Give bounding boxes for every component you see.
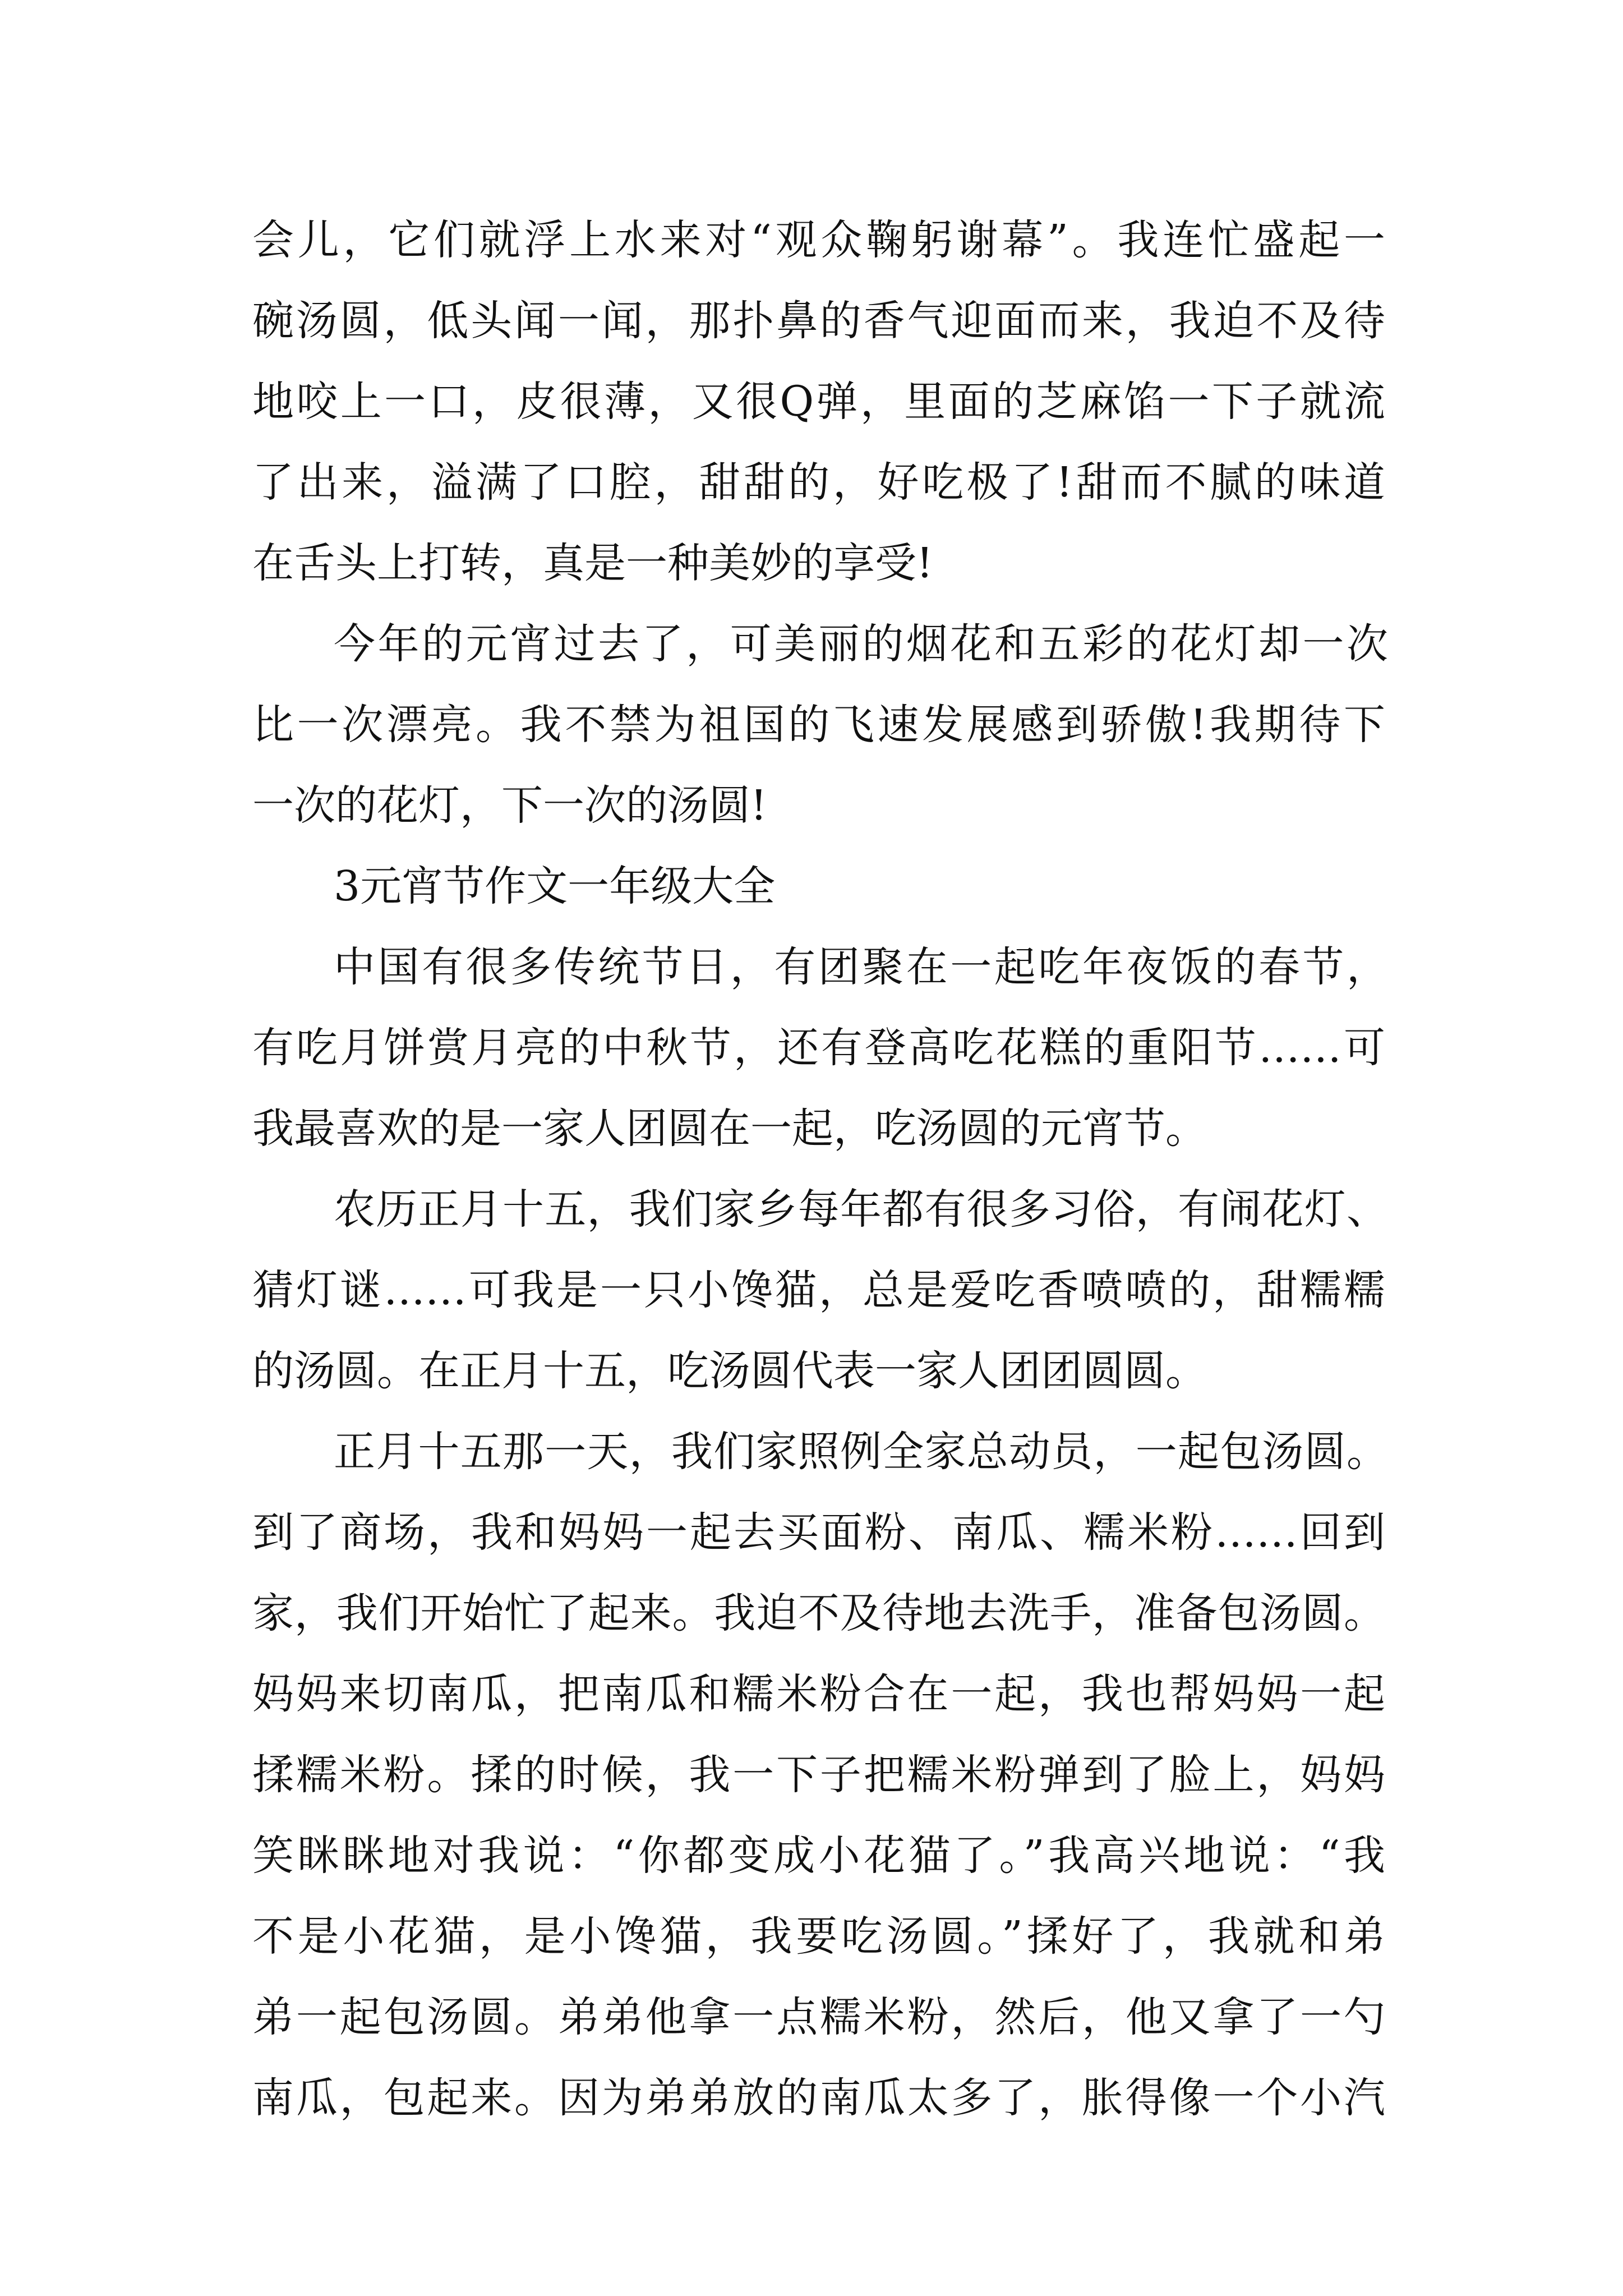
- text-line-12: 我最喜欢的是一家人团圆在一起，吃汤圆的元宵节。: [252, 1105, 1207, 1153]
- text-line-15: 的汤圆。在正月十五，吃汤圆代表一家人团团圆圆。: [252, 1347, 1207, 1395]
- text-line-21: 笑眯眯地对我说：“你都变成小花猫了。”我高兴地说：“我: [252, 1832, 1385, 1880]
- text-line-20: 揉糯米粉。揉的时候，我一下子把糯米粉弹到了脸上，妈妈: [252, 1751, 1385, 1799]
- section-heading: 3元宵节作文一年级大全: [334, 862, 776, 910]
- text-line-14: 猜灯谜……可我是一只小馋猫，总是爱吃香喷喷的，甜糯糯: [252, 1266, 1385, 1314]
- text-line-4: 了出来，溢满了口腔，甜甜的，好吃极了!甜而不腻的味道: [252, 458, 1385, 507]
- text-line-10: 中国有很多传统节日，有团聚在一起吃年夜饭的春节，: [334, 943, 1388, 991]
- text-line-11: 有吃月饼赏月亮的中秋节，还有登高吃花糕的重阳节……可: [252, 1024, 1385, 1072]
- text-line-13: 农历正月十五，我们家乡每年都有很多习俗，有闹花灯、: [334, 1185, 1388, 1234]
- text-line-1: 会儿，它们就浮上水来对“观众鞠躬谢幕”。我连忙盛起一: [252, 216, 1385, 264]
- text-line-5: 在舌头上打转，真是一种美妙的享受!: [252, 539, 933, 587]
- text-line-7: 比一次漂亮。我不禁为祖国的飞速发展感到骄傲!我期待下: [252, 701, 1385, 749]
- text-line-6: 今年的元宵过去了，可美丽的烟花和五彩的花灯却一次: [334, 620, 1388, 668]
- text-line-16: 正月十五那一天，我们家照例全家总动员，一起包汤圆。: [334, 1428, 1388, 1476]
- text-line-2: 碗汤圆，低头闻一闻，那扑鼻的香气迎面而来，我迫不及待: [252, 297, 1385, 345]
- text-line-24: 南瓜，包起来。因为弟弟放的南瓜太多了，胀得像一个小汽: [252, 2074, 1385, 2122]
- text-line-8: 一次的花灯，下一次的汤圆!: [252, 781, 767, 830]
- text-line-23: 弟一起包汤圆。弟弟他拿一点糯米粉，然后，他又拿了一勺: [252, 1993, 1385, 2041]
- text-line-19: 妈妈来切南瓜，把南瓜和糯米粉合在一起，我也帮妈妈一起: [252, 1670, 1385, 1718]
- text-line-22: 不是小花猫，是小馋猫，我要吃汤圆。”揉好了，我就和弟: [252, 1912, 1385, 1961]
- text-line-18: 家，我们开始忙了起来。我迫不及待地去洗手，准备包汤圆。: [252, 1589, 1385, 1637]
- text-line-17: 到了商场，我和妈妈一起去买面粉、南瓜、糯米粉……回到: [252, 1508, 1385, 1557]
- text-line-3: 地咬上一口，皮很薄，又很Q弹，里面的芝麻馅一下子就流: [252, 378, 1385, 426]
